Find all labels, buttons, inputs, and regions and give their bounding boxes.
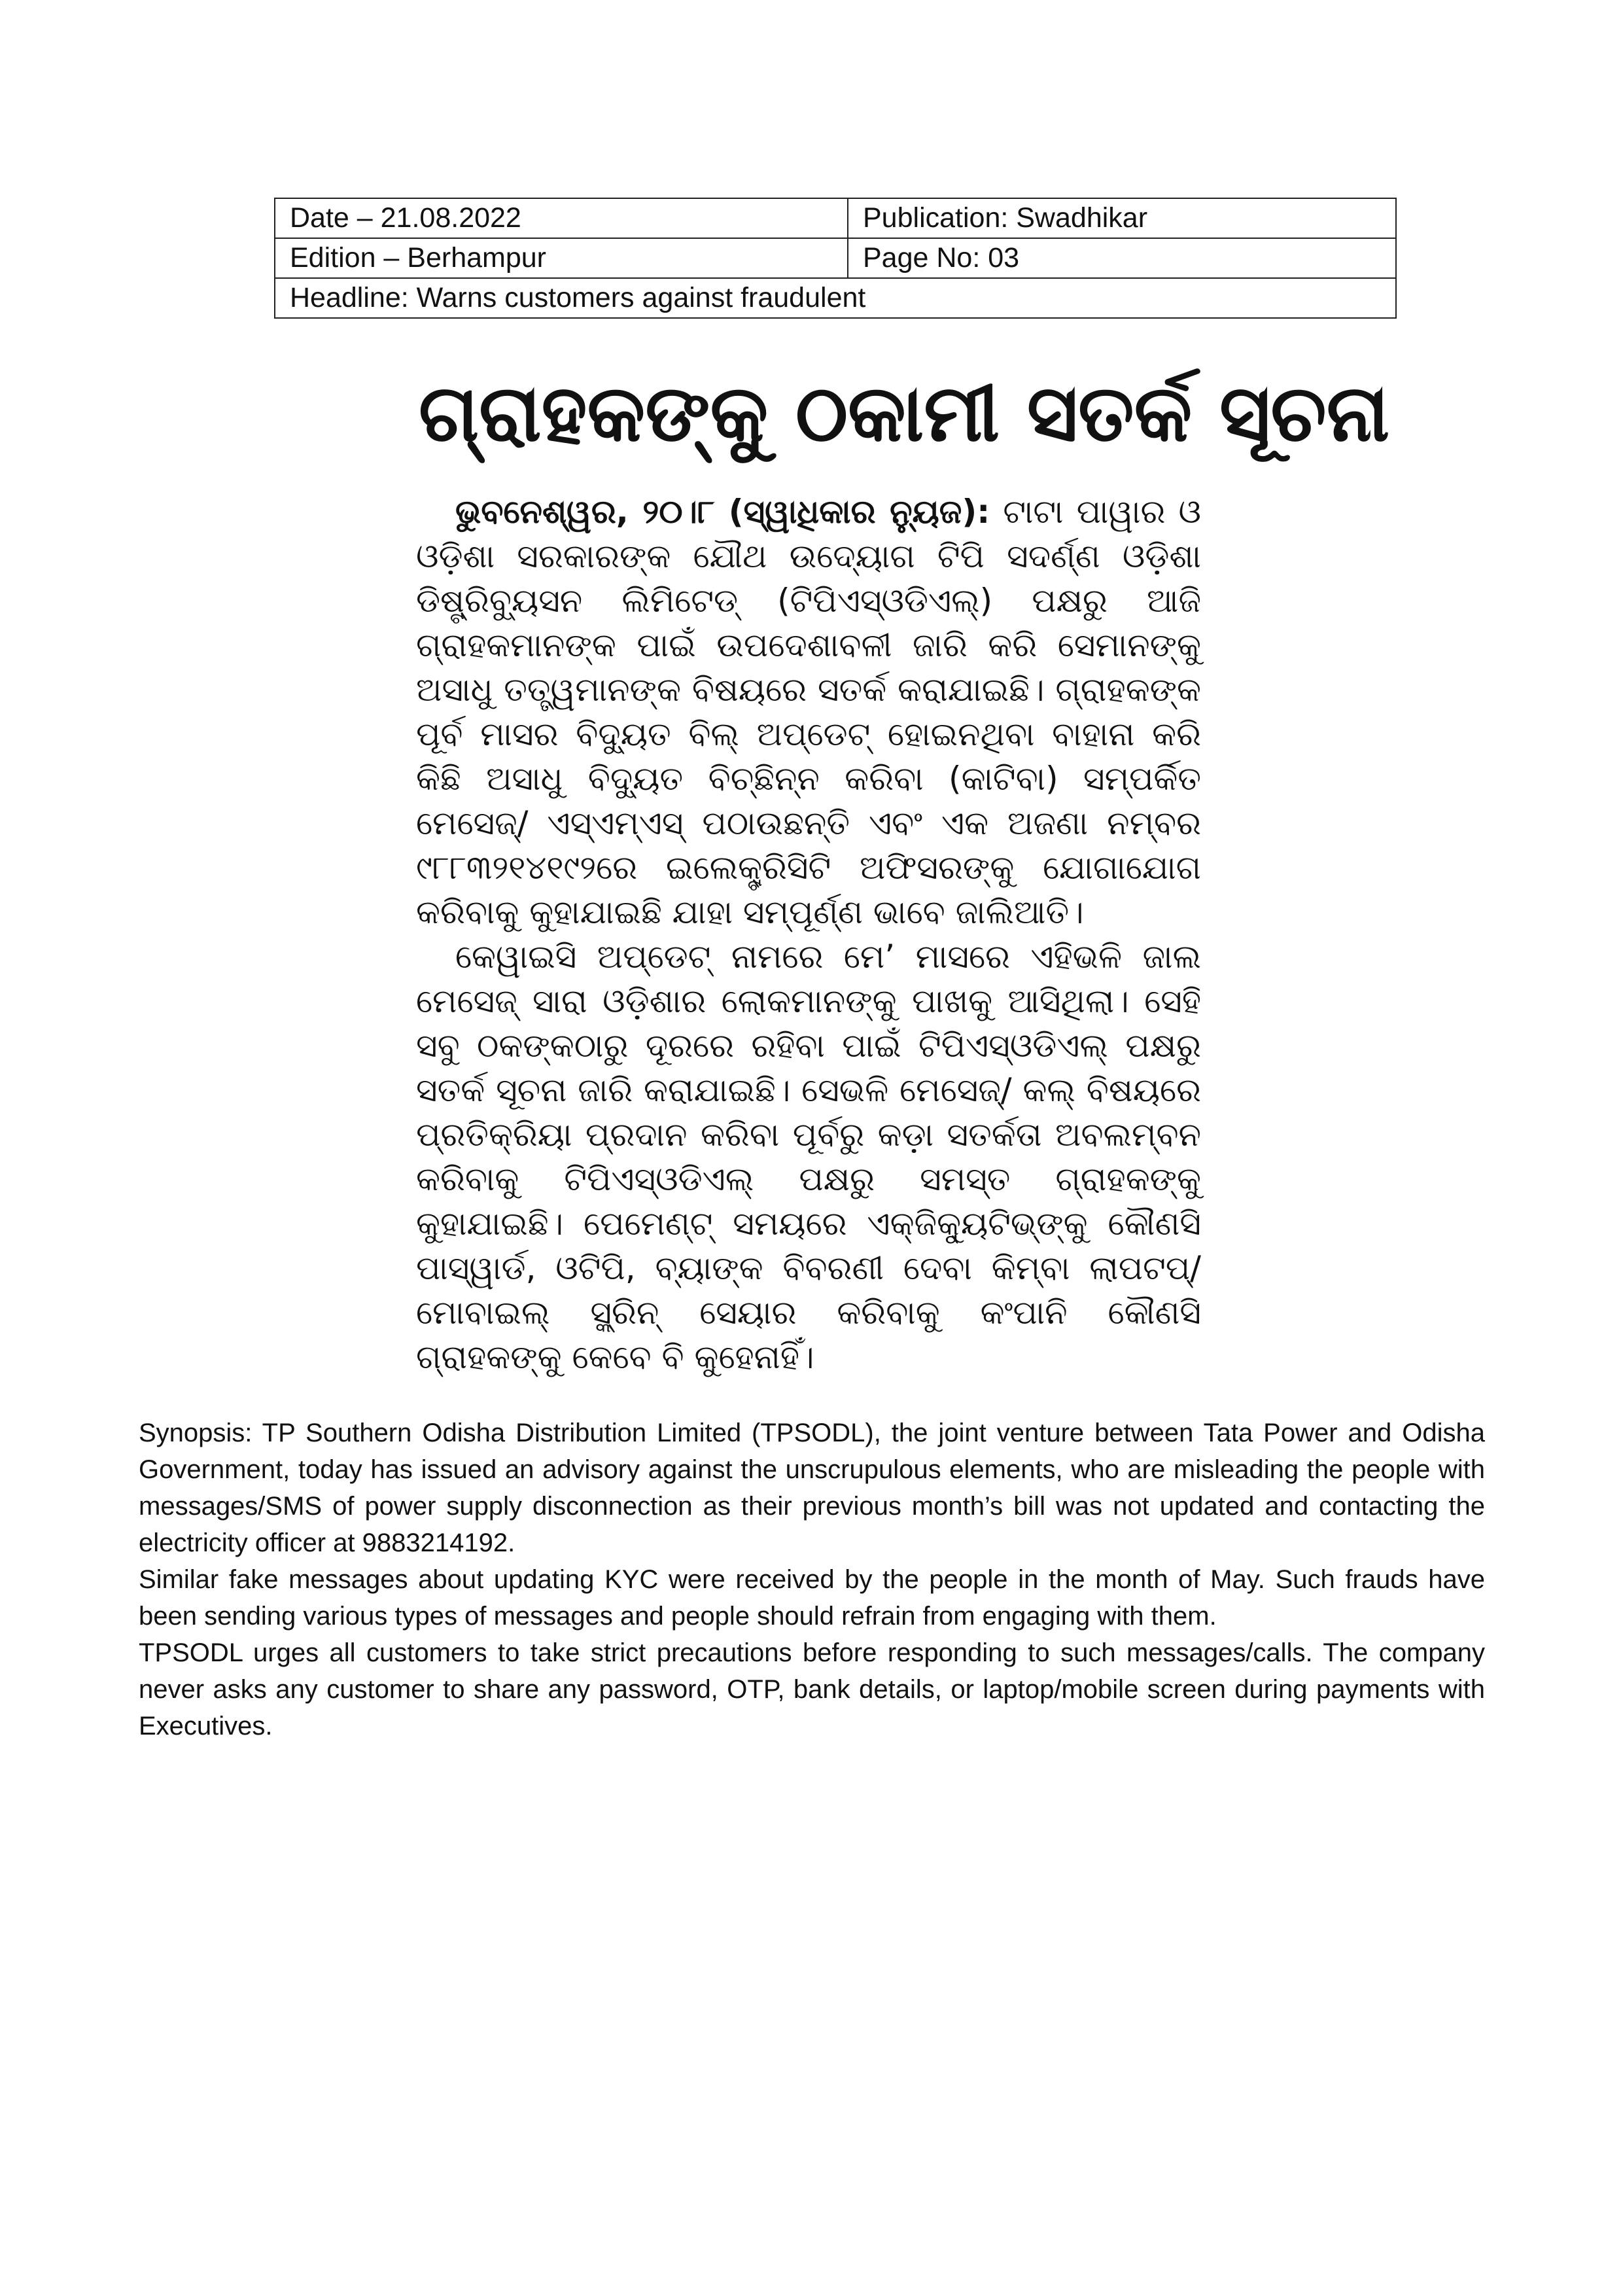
synopsis-paragraph-3: TPSODL urges all customers to take strict precautions before responding to such messages/calls. The company never asks any customer to share any password, OTP, bank details, or laptop/mobile screen during payments with Executives. xyxy=(139,1638,1485,1740)
publication-cell: Publication: Swadhikar xyxy=(848,198,1396,238)
clipping-info-table xyxy=(274,198,1397,319)
clipping-dateline: ଭୁବନେଶ୍ୱର, ୨୦।୮ (ସ୍ୱାଧିକାର ନ୍ୟୁଜ): xyxy=(455,493,990,531)
clipping-paragraph-2: କେୱାଇସି ଅପ୍‌ଡେଟ୍ ନାମରେ ମେ’ ମାସରେ ଏହିଭଳି ଜାଲ ମେସେଜ୍ ସାରା ଓଡ଼ିଶାର ଲୋକମାନଙ୍କୁ ପାଖକୁ ଆସିଥିଲା। ସେହି ସବୁ ଠକଙ୍କଠାରୁ ଦୂରରେ ରହିବା ପାଇଁ ଟିପିଏସ୍‌ଓଡିଏଲ୍ ପକ୍ଷରୁ ସତର୍କ ସୂଚନା ଜାରି କରାଯାଇଛି। ସେଭଳି ମେସେଜ୍/ କଲ୍ ବିଷୟରେ ପ୍ରତିକ୍ରିୟା ପ୍ରଦାନ କରିବା ପୂର୍ବରୁ କଡ଼ା ସତର୍କତା ଅବଲମ୍ବନ କରିବାକୁ ଟିପିଏସ୍‌ଓଡିଏଲ୍ ପକ୍ଷରୁ ସମସ୍ତ ଗ୍ରାହକଙ୍କୁ କୁହାଯାଇଛି। ପେମେଣ୍ଟ୍ ସମୟରେ ଏକ୍‌ଜିକ୍ୟୁଟିଭ୍‌ଙ୍କୁ କୌଣସି ପାସ୍‌ୱାର୍ଡ, ଓଟିପି, ବ୍ୟାଙ୍କ ବିବରଣୀ ଦେବା କିମ୍ବା ଲାପଟପ୍/ ମୋବାଇଲ୍ ସ୍କ୍ରିନ୍ ସେୟାର କରିବାକୁ କଂପାନି କୌଣସି ଗ୍ରାହକଙ୍କୁ କେବେ ବି କୁହେନାହିଁ। xyxy=(416,938,1201,1376)
table-row xyxy=(275,198,1396,238)
page-no-cell: Page No: 03 xyxy=(848,238,1396,278)
table-row xyxy=(275,278,1396,318)
edition-cell: Edition – Berhampur xyxy=(275,238,848,278)
synopsis-paragraph-2: Similar fake messages about updating KYC were received by the people in the month of May. Such frauds have been sending various types of messages and people should refrain from engaging with them. xyxy=(139,1565,1485,1631)
synopsis-paragraph-1: Synopsis: TP Southern Odisha Distribution Limited (TPSODL), the joint venture between Tata Power and Odisha Government, today has issued an advisory against the unscrupulous elements, who are misleading the people with messages/SMS of power supply disconnection as their previous month’s bill was not updated and contacting the electricity officer at 9883214192. xyxy=(139,1419,1485,1557)
date-cell: Date – 21.08.2022 xyxy=(275,198,848,238)
clipping-title: ଗ୍ରାହକଙ୍କୁ ଠକାମୀ ସତର୍କ ସୂଚନା xyxy=(419,368,1390,459)
synopsis xyxy=(139,1415,1485,1744)
headline-cell: Headline: Warns customers against fraudulent xyxy=(275,278,1396,318)
clipping-paragraph-1 xyxy=(416,489,1201,934)
table-row xyxy=(275,238,1396,278)
clipping-article xyxy=(416,489,1201,1412)
clipping-paragraph-1-text: ଟାଟା ପାୱାର ଓ ଓଡ଼ିଶା ସରକାରଙ୍କ ଯୌଥ ଉଦ୍ୟୋଗ ଟିପି ସଦର୍ଣ୍ଣ ଓଡ଼ିଶା ଡିଷ୍ଟ୍ରିବ୍ୟୁସନ ଲିମିଟେଡ୍ (ଟିପିଏସ୍‌ଓଡିଏଲ୍) ପକ୍ଷରୁ ଆଜି ଗ୍ରାହକମାନଙ୍କ ପାଇଁ ଉପଦେଶାବଳୀ ଜାରି କରି ସେମାନଙ୍କୁ ଅସାଧୁ ତତ୍ତ୍ୱମାନଙ୍କ ବିଷୟରେ ସତର୍କ କରାଯାଇଛି। ଗ୍ରାହକଙ୍କ ପୂର୍ବ ମାସର ବିଦ୍ୟୁତ ବିଲ୍ ଅପ୍‌ଡେଟ୍ ହୋଇନଥିବା ବାହାନା କରି କିଛି ଅସାଧୁ ବିଦ୍ୟୁତ ବିଚ୍ଛିନ୍ନ କରିବା (କାଟିବା) ସମ୍ପର୍କିତ ମେସେଜ୍/ ଏସ୍‌ଏମ୍‌ଏସ୍ ପଠାଉଛନ୍ତି ଏବଂ ଏକ ଅଜଣା ନମ୍ବର ୯୮୮୩୨୧୪୧୯୨ରେ ଇଲେକ୍ଟ୍ରିସିଟି ଅଫିସରଙ୍କୁ ଯୋଗାଯୋଗ କରିବାକୁ କୁହାଯାଇଛି ଯାହା ସମ୍ପୂର୍ଣ୍ଣ ଭାବେ ଜାଲିଆତି। xyxy=(416,493,1202,931)
